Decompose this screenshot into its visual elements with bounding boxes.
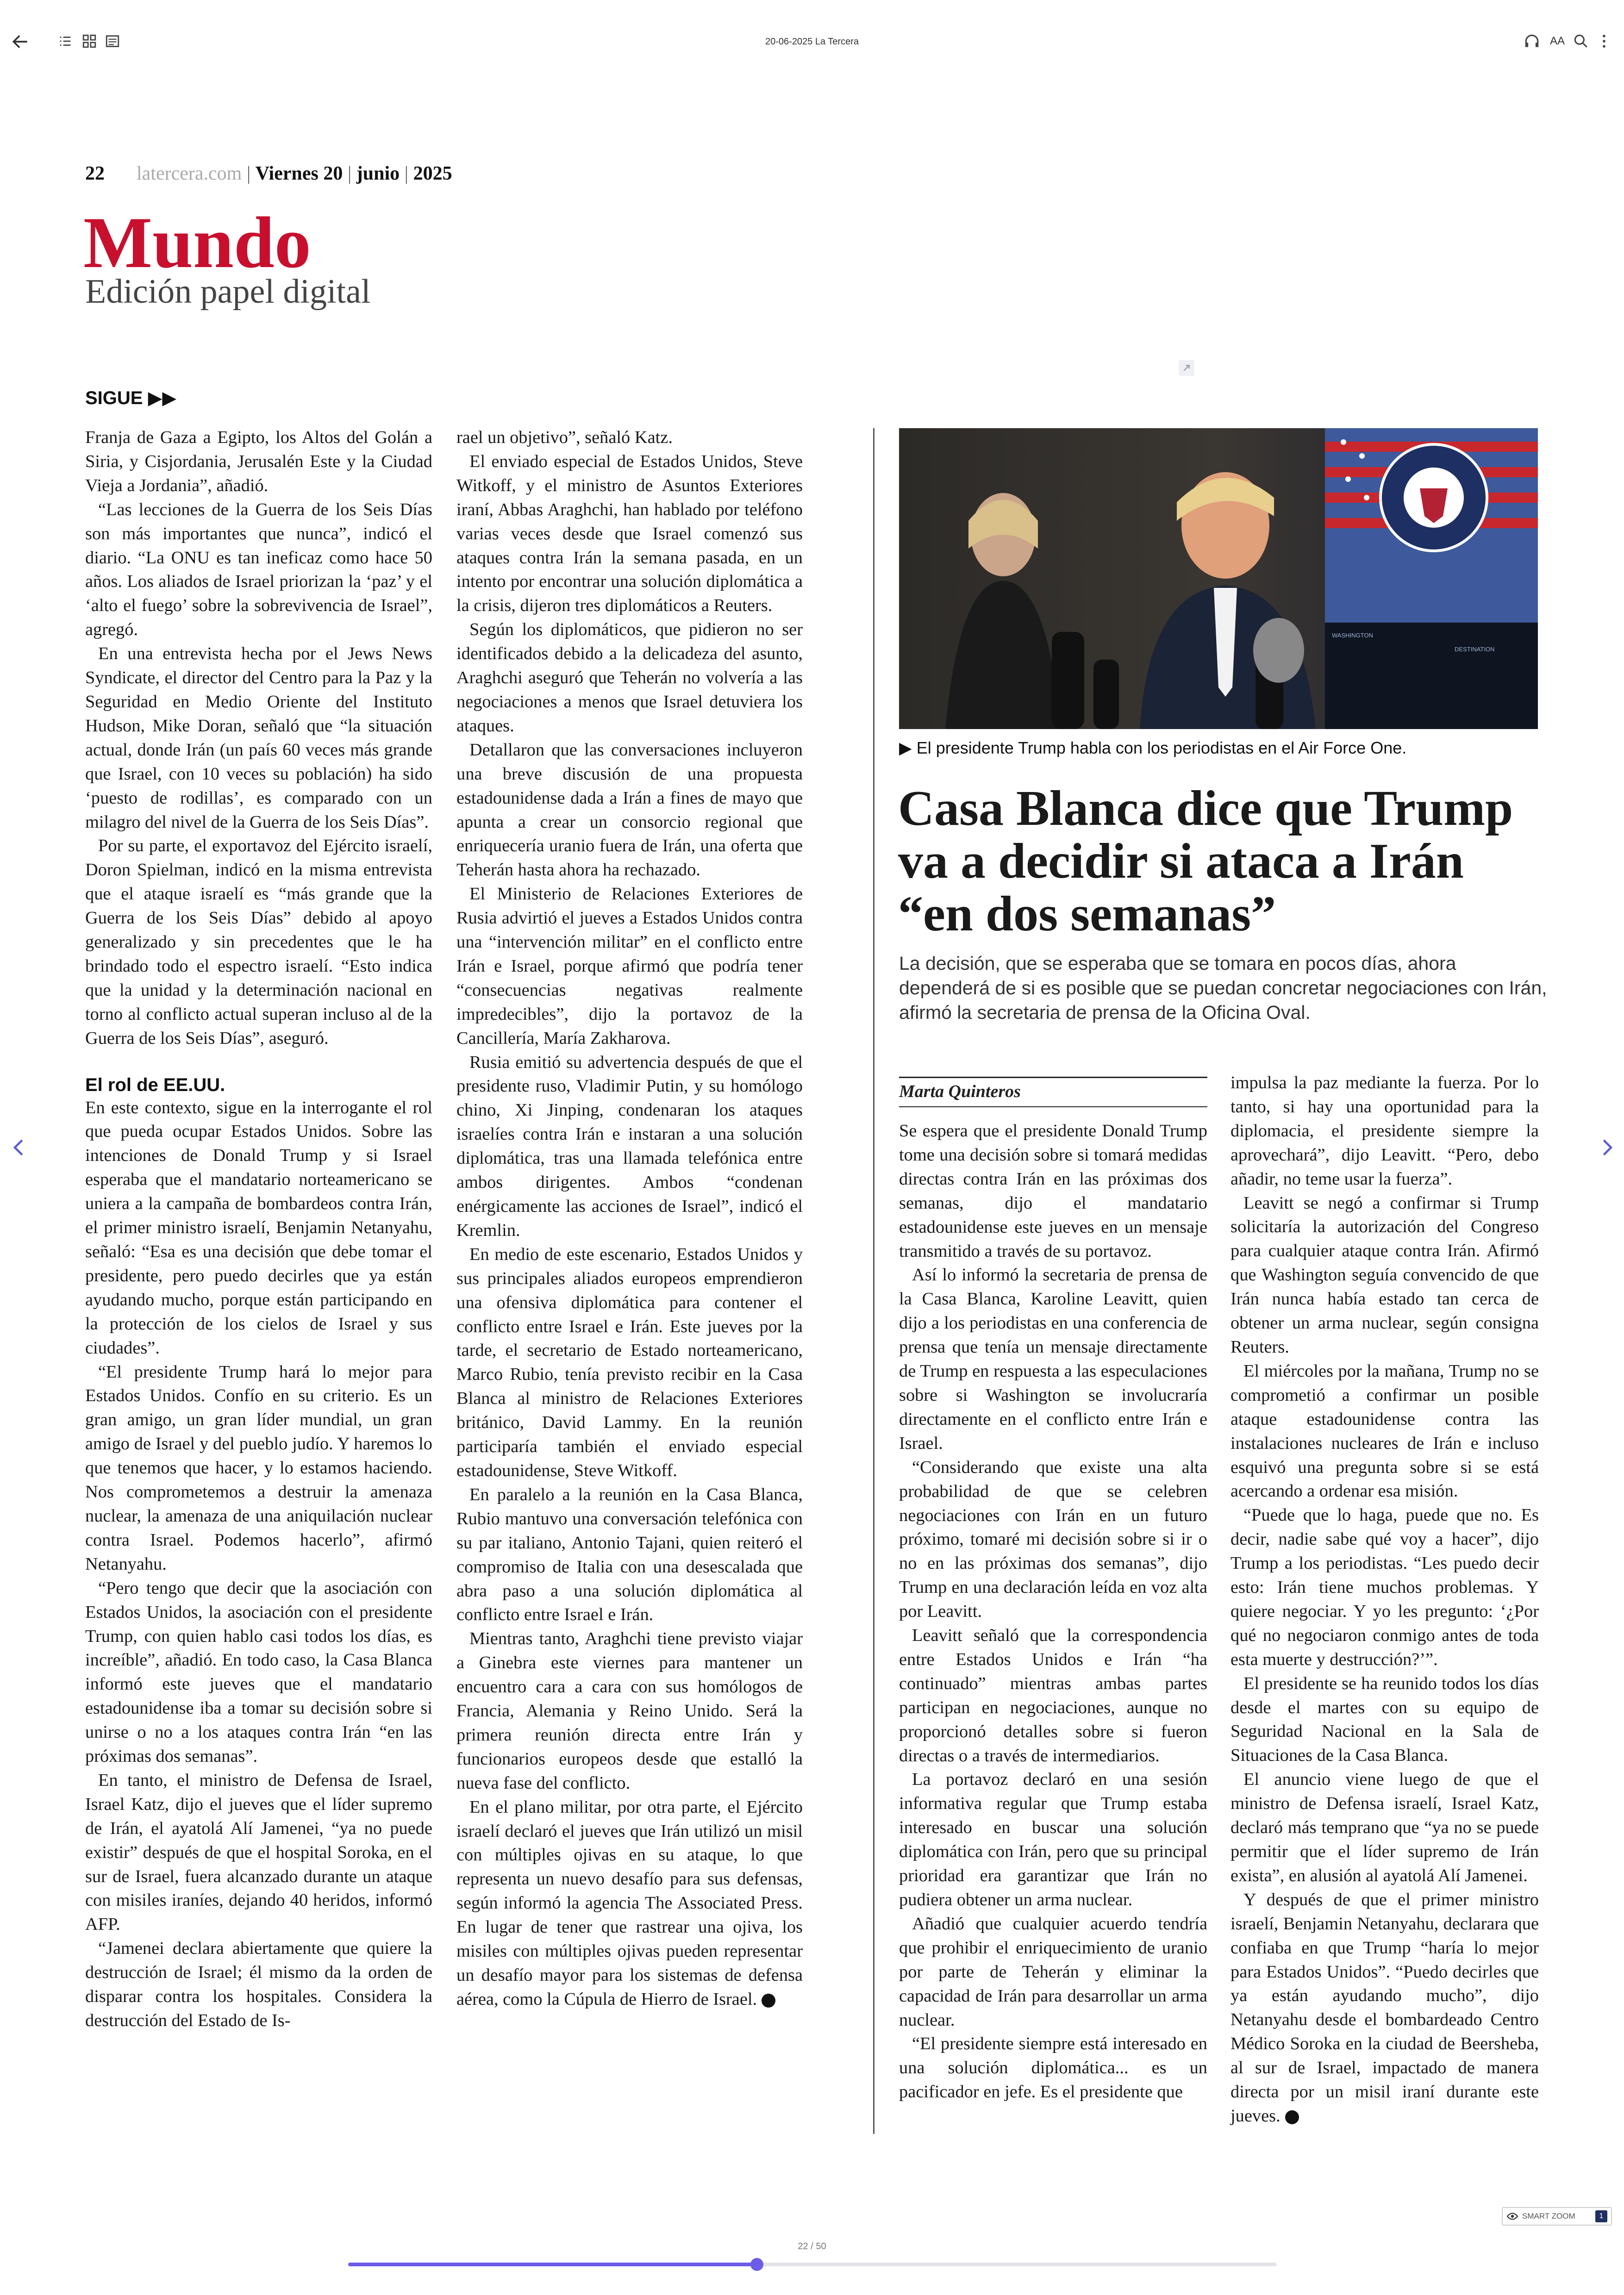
edition-subtitle: Edición papel digital	[85, 273, 371, 311]
page-number: 22	[85, 163, 105, 184]
paragraph: “Pero tengo que decir que la asociación con Estados Unidos, la asociación con el presidente Trump, con quien hablo casi todos los días, es increíble”, añadió. En todo caso, la Casa Blanca informó este jueves que el mandatario estadounidense iba a tomar su decisión sobre si unirse o no a los ataques contra Irán “en las próximas dos semanas”.	[85, 1578, 432, 1766]
more-vertical-icon[interactable]	[1595, 32, 1613, 50]
progress-fill	[348, 2263, 757, 2266]
paragraph: En este contexto, sigue en la interrogante el rol que pueda ocupar Estados Unidos. Sobre las intenciones de Donald Trump y si Israel esperaba que el mandatario norteamericano se uniera a la campaña de bombardeos contra Irán, el primer ministro israelí, Benjamin Netanyahu, señaló: “Esa es una decisión que debe tomar el presidente, pero puedo decirles que ya están ayudando mucho, porque están participando en la protección de los cielos de Israel y sus ciudades”.	[85, 1098, 432, 1358]
paragraph: Detallaron que las conversaciones incluyeron una breve discusión de una propuesta estadounidense dada a Irán a fines de mayo que apunta a crear un consorcio regional que enriquecería uranio fuera de Irán, una oferta que Teherán hasta ahora ha rechazado.	[456, 740, 803, 880]
left-article-column-1	[85, 426, 432, 2033]
paragraph: “Las lecciones de la Guerra de los Seis Días son más importantes que nunca”, indicó el diario. “La ONU es tan ineficaz como hace 50 años. Los aliados de Israel priorizan la ‘paz’ y el ‘alto el fuego’ sobre la sobrevivencia de Israel”, agregó.	[85, 499, 432, 640]
paragraph: En una entrevista hecha por el Jews News Syndicate, el director del Centro para la Paz y la Seguridad en Medio Oriente del Instituto Hudson, Mike Doran, señaló que “la situación actual, donde Irán (un país 60 veces más grande que Israel, con 10 veces su población) ha sido ‘puesto de rodillas’, es comparado con un milagro del nivel de la Guerra de los Seis Días”.	[85, 644, 432, 832]
screen-label: DESTINATION	[1455, 646, 1495, 653]
paragraph: Añadió que cualquier acuerdo tendría que prohibir el enriquecimiento de uranio por parte de Teherán y eliminar la capacidad de Irán para desarrollar un arma nuclear.	[899, 1914, 1207, 2030]
paragraph: rael un objetivo”, señaló Katz.	[456, 428, 673, 447]
progress-track[interactable]	[348, 2263, 1277, 2266]
text-size-button[interactable]: AA	[1549, 35, 1565, 47]
paragraph: En medio de este escenario, Estados Unidos y sus principales aliados europeos emprendieron una ofensiva diplomática para contener el conflicto entre Israel e Irán. Este jueves por la tarde, el secretario de Estado norteamericano, Marco Rubio, tenía previsto recibir en la Casa Blanca al ministro de Relaciones Exteriores británico, David Lammy. En la reunión participaría también el enviado especial estadounidense, Steve Witkoff.	[456, 1244, 803, 1480]
chevron-right-icon[interactable]	[1594, 1135, 1619, 1160]
paragraph-text: Y después de que el primer ministro israelí, Benjamin Netanyahu, declarara que confiaba en que Trump “haría lo mejor para Estados Unidos”. “Puedo decirles que ya están ayudando mucho”, dijo Netanyahu desde el bombardeado Centro Médico Soroka en la ciudad de Beersheba, al sur de Israel, impactado de manera directa por un misil iraní durante este jueves.	[1230, 1890, 1539, 2126]
article-deck: La decisión, que se esperaba que se tomara en pocos días, ahora dependerá de si es posible que se puedan concretar negociaciones con Irán, afirmó la secretaria de prensa de la Oficina Oval.	[899, 953, 1547, 1023]
paragraph: Mientras tanto, Araghchi tiene previsto viajar a Ginebra este viernes para mantener un encuentro cara a cara con sus homólogos de Francia, Alemania y Reino Unido. Será la primera reunión directa entre Irán y funcionarios europeos desde que estalló la nueva fase del conflicto.	[456, 1629, 803, 1793]
paragraph: El miércoles por la mañana, Trump no se comprometió a confirmar un posible ataque estadounidense contra las instalaciones nucleares de Irán e incluso esquivó una pregunta sobre si se está acercando a ordenar esa misión.	[1230, 1361, 1539, 1501]
smart-zoom-button[interactable]	[1502, 2207, 1612, 2226]
paragraph: “El presidente Trump hará lo mejor para Estados Unidos. Confío en su criterio. Es un gran amigo, un gran líder mundial, un gran amigo de Israel y del pueblo judío. Y haremos lo que tenemos que hacer, y lo estamos haciendo. Nos comprometemos a destruir la amenaza nuclear, la amenaza de una aniquilación nuclear contra Israel. Podemos hacerlo”, afirmó Netanyahu.	[85, 1362, 432, 1574]
author-rule	[899, 1077, 1207, 1078]
smart-zoom-badge: 1	[1595, 2210, 1607, 2222]
paragraph: En tanto, el ministro de Defensa de Israel, Israel Katz, dijo el jueves que el líder supremo de Irán, el ayatolá Alí Jamenei, “ya no puede existir” después de que el hospital Soroka, en el sur de Israel, fuera alcanzado durante un ataque con misiles iraníes, dejando 40 heridos, informó AFP.	[85, 1770, 432, 1934]
paragraph: impulsa la paz mediante la fuerza. Por lo tanto, si hay una oportunidad para la diplomacia, el presidente siempre la aprovechará”, dijo Leavitt. “Pero, debo añadir, no teme usar la fuerza”.	[1230, 1073, 1539, 1189]
end-mark-icon	[762, 1994, 775, 2008]
page-header: 22 latercera.com | Viernes 20 | junio | 2025	[85, 163, 452, 184]
paragraph	[1230, 1888, 1539, 2128]
paragraph: “Jamenei declara abiertamente que quiere la destrucción de Israel; él mismo da la orden de disparar contra los hospitales. Considera la destrucción del Estado de Is-	[85, 1939, 432, 2030]
top-toolbar	[0, 0, 1624, 83]
paragraph: El Ministerio de Relaciones Exteriores de Rusia advirtió el jueves a Estados Unidos contra una “intervención militar” en el conflicto entre Irán e Israel, porque afirmó que podría tener “consecuencias negativas realmente impredecibles”, dijo la portavoz de la Cancillería, María Zakharova.	[456, 884, 803, 1048]
end-mark-icon	[1285, 2110, 1299, 2124]
paragraph: Rusia emitió su advertencia después de que el presidente ruso, Vladimir Putin, y su homólogo chino, Xi Jinping, condenaran los ataques israelíes contra Irán e instaran a una solución diplomática, tras una llamada telefónica entre ambos dirigentes. Ambos “condenan enérgicamente las acciones de Israel”, indicó el Kremlin.	[456, 1052, 803, 1240]
article-icon[interactable]	[105, 33, 120, 49]
header-year: 2025	[413, 163, 452, 184]
header-month: junio	[356, 163, 400, 184]
right-article-column-2	[1230, 1071, 1539, 2128]
paragraph: “Considerando que existe una alta probabilidad de que se celebren negociaciones con Irán en un futuro próximo, tomaré mi decisión sobre si ir o no en las próximas dos semanas”, dijo Trump en una declaración leída en voz alta por Leavitt.	[899, 1457, 1207, 1621]
progress-thumb[interactable]	[750, 2258, 763, 2271]
paragraph: Leavitt se negó a confirmar si Trump solicitaría la autorización del Congreso para cualquier ataque contra Irán. Afirmó que Washington seguía convencido de que Irán nunca había estado tan cerca de obtener un arma nuclear, según consigna Reuters.	[1230, 1193, 1539, 1357]
paragraph: Franja de Gaza a Egipto, los Altos del Golán a Siria, y Cisjordania, Jerusalén Este y la Ciudad Vieja a Jordania”, añadió.	[85, 428, 432, 495]
photo-caption: ▶ El presidente Trump habla con los periodistas en el Air Force One.	[899, 738, 1407, 757]
column-divider	[873, 428, 874, 2134]
paragraph: Se espera que el presidente Donald Trump tome una decisión sobre si tomará medidas directas contra Irán en las próximas dos semanas, dijo el mandatario estadounidense este jueves en un mensaje transmitido a través de su portavoz.	[899, 1121, 1207, 1261]
section-title: Mundo	[83, 202, 311, 283]
article-headline: Casa Blanca dice que Trump va a decidir si ataca a Irán “en dos semanas”	[898, 781, 1513, 942]
paragraph: El anuncio viene luego de que el ministro de Defensa israelí, Israel Katz, declaró más temprano que “ya no se puede permitir que el líder supremo de Irán exista”, en alusión al ayatolá Alí Jamenei.	[1230, 1770, 1539, 1885]
author-rule-bottom	[899, 1106, 1207, 1107]
left-article-column-2	[456, 426, 803, 2012]
grid-icon[interactable]	[81, 33, 97, 49]
right-article-column-1	[899, 1119, 1207, 2104]
eye-icon	[1506, 2210, 1518, 2222]
headphones-icon[interactable]	[1523, 32, 1541, 50]
search-icon[interactable]	[1572, 32, 1590, 50]
paragraph: El enviado especial de Estados Unidos, Steve Witkoff, y el ministro de Asuntos Exteriores iraní, Abbas Araghchi, han hablado por teléfono varias veces desde que Israel comenzó sus ataques contra Irán la semana pasada, en un intento por encontrar una solución diplomática a la crisis, dijeron tres diplomáticos a Reuters.	[456, 451, 803, 616]
arrow-left-icon[interactable]	[10, 31, 31, 52]
site-name: latercera.com	[137, 163, 242, 184]
page-indicator: 22 / 50	[798, 2241, 826, 2251]
chevron-left-icon[interactable]	[6, 1135, 31, 1160]
paragraph-text: En el plano militar, por otra parte, el Ejército israelí declaró el jueves que Irán utilizó un misil con múltiples ojivas en su ataque, lo que representa un nuevo desafío para sus defensas, según informó la agencia The Associated Press. En lugar de tener que rastrear una ojiva, los misiles con múltiples ojivas pueden representar un desafío mayor para los sistemas de defensa aérea, como la Cúpula de Hierro de Israel.	[456, 1797, 803, 2009]
subheading: El rol de EE.UU.	[85, 1074, 225, 1095]
paragraph: Leavitt señaló que la correspondencia entre Estados Unidos e Irán “ha continuado” mientras ambas partes participan en negociaciones, aunque no proporcionó detalles sobre si fueron directas o a través de intermediarios.	[899, 1626, 1207, 1765]
toolbar-title: 20-06-2025 La Tercera	[765, 37, 859, 47]
paragraph: Así lo informó la secretaria de prensa de la Casa Blanca, Karoline Leavitt, quien dijo a los periodistas en una conferencia de prensa que tenía un mensaje directamente de Trump en respuesta a las especulaciones sobre si Washington se involucraría directamente en el conflicto entre Irán e Israel.	[899, 1265, 1207, 1453]
smart-zoom-label: SMART ZOOM	[1522, 2212, 1575, 2220]
paragraph: “El presidente siempre está interesado en una solución diplomática... es un pacificador en jefe. Es el presidente que	[899, 2034, 1207, 2102]
sigue-label: SIGUE ▶▶	[85, 388, 177, 408]
screen-label: WASHINGTON	[1332, 632, 1373, 639]
list-icon[interactable]	[57, 33, 73, 49]
article-photo	[899, 428, 1538, 729]
author-name: Marta Quinteros	[899, 1082, 1021, 1101]
image-zoom-icon[interactable]	[1179, 360, 1194, 376]
paragraph: La portavoz declaró en una sesión informativa regular que Trump estaba interesado en buscar una solución diplomática con Irán, pero que su principal prioridad era garantizar que Irán no pudiera obtener un arma nuclear.	[899, 1770, 1207, 1909]
paragraph	[456, 1796, 803, 2012]
paragraph: “Puede que lo haga, puede que no. Es decir, nadie sabe qué voy a hacer”, dijo Trump a los periodistas. “Les puedo decir esto: Irán tiene muchos problemas. Y quiere negociar. Y yo les pregunto: ‘¿Por qué no negociaron conmigo antes de toda esta muerte y destrucción?’”.	[1230, 1505, 1539, 1669]
header-day: Viernes 20	[255, 163, 343, 184]
paragraph: Según los diplomáticos, que pidieron no ser identificados debido a la delicadeza del asunto, Araghchi aseguró que Teherán no volvería a las negociaciones a menos que Israel detuviera los ataques.	[456, 620, 803, 736]
paragraph: Por su parte, el exportavoz del Ejército israelí, Doron Spielman, indicó en la misma entrevista que el ataque israelí es “más grande que la Guerra de los Seis Días” debido al apoyo generalizado y sin precedentes que le ha brindado todo el espectro israelí. “Esto indica que la unidad y la determinación nacional en torno al conflicto actual superan incluso al de la Guerra de los Seis Días”, aseguró.	[85, 836, 432, 1048]
paragraph: El presidente se ha reunido todos los días desde el martes con su equipo de Seguridad Nacional en la Sala de Situaciones de la Casa Blanca.	[1230, 1673, 1539, 1765]
paragraph: En paralelo a la reunión en la Casa Blanca, Rubio mantuvo una conversación telefónica con su par italiano, Antonio Tajani, quien reiteró el compromiso de Italia con una desescalada que abra paso a una solución diplomática al conflicto entre Israel e Irán.	[456, 1484, 803, 1625]
